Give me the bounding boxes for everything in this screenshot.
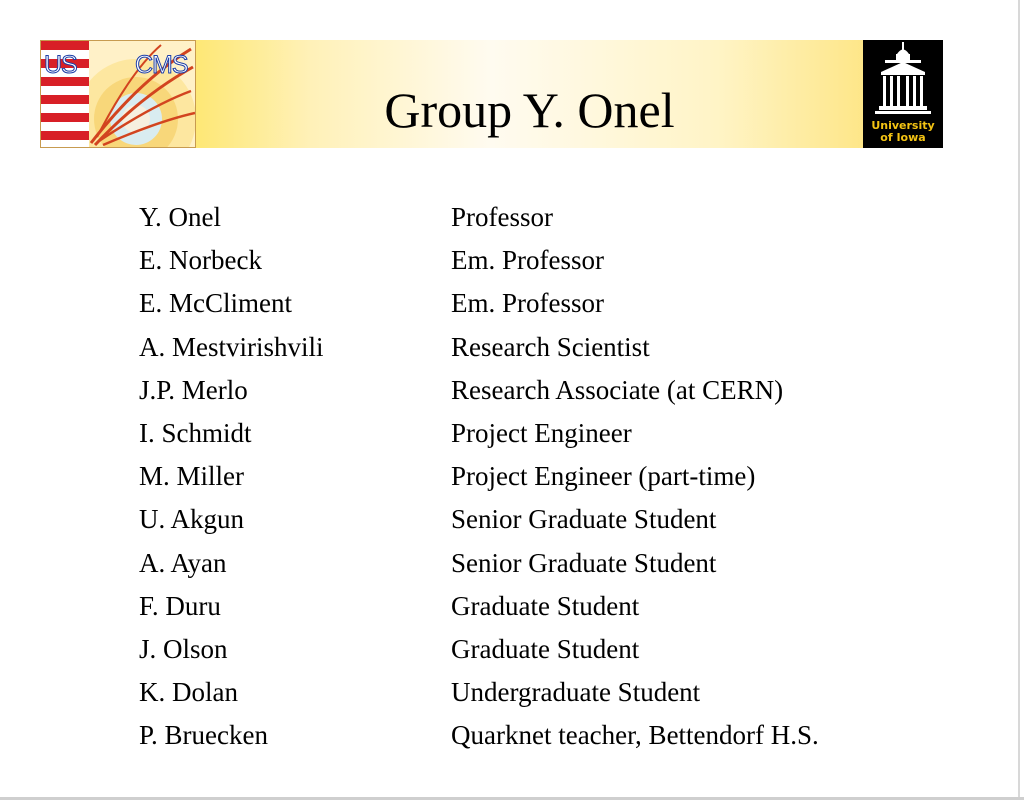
member-role: Senior Graduate Student <box>451 547 717 578</box>
list-item <box>139 542 939 585</box>
member-role: Graduate Student <box>451 633 640 664</box>
member-role: Professor <box>451 202 553 232</box>
member-list <box>139 196 939 757</box>
list-item <box>139 671 939 714</box>
member-name: F. Duru <box>139 590 221 621</box>
us-cms-logo-us-text: US <box>44 51 77 79</box>
member-role: Research Scientist <box>451 331 650 362</box>
member-name: J. Olson <box>139 633 228 664</box>
member-role: Em. Professor <box>451 245 604 276</box>
member-role: Research Associate (at CERN) <box>451 374 784 405</box>
member-role: Senior Graduate Student <box>451 504 717 535</box>
member-role: Em. Professor <box>451 288 604 319</box>
list-item <box>139 498 939 541</box>
member-role: Quarknet teacher, Bettendorf H.S. <box>451 720 819 751</box>
member-name: P. Bruecken <box>139 720 268 751</box>
member-name: Y. Onel <box>139 202 222 232</box>
list-item <box>139 714 939 757</box>
member-name: U. Akgun <box>139 504 245 535</box>
member-name: K. Dolan <box>139 677 238 708</box>
list-item <box>139 239 939 282</box>
member-role: Graduate Student <box>451 590 640 621</box>
member-name: E. Norbeck <box>139 245 262 276</box>
list-item <box>139 455 939 498</box>
member-name: A. Mestvirishvili <box>139 331 324 362</box>
list-item <box>139 326 939 369</box>
list-item <box>139 628 939 671</box>
member-name: M. Miller <box>139 461 244 492</box>
list-item <box>139 412 939 455</box>
university-of-iowa-logo <box>863 40 943 148</box>
member-role: Undergraduate Student <box>451 677 701 708</box>
list-item <box>139 282 939 325</box>
member-name: E. McCliment <box>139 288 292 319</box>
member-role: Project Engineer <box>451 417 632 448</box>
iowa-logo-line1: University <box>871 119 935 132</box>
list-item <box>139 369 939 412</box>
us-cms-logo <box>40 40 196 148</box>
iowa-logo-line2: of Iowa <box>880 131 926 144</box>
member-name: A. Ayan <box>139 547 227 578</box>
member-name: I. Schmidt <box>139 417 252 448</box>
page-title: Group Y. Onel <box>384 82 675 138</box>
member-role: Project Engineer (part-time) <box>451 461 756 492</box>
slide-edge-right <box>1018 0 1020 800</box>
list-item <box>139 585 939 628</box>
member-name: J.P. Merlo <box>139 374 248 405</box>
list-item <box>139 196 939 239</box>
us-cms-logo-cms-text: CMS <box>135 51 188 79</box>
